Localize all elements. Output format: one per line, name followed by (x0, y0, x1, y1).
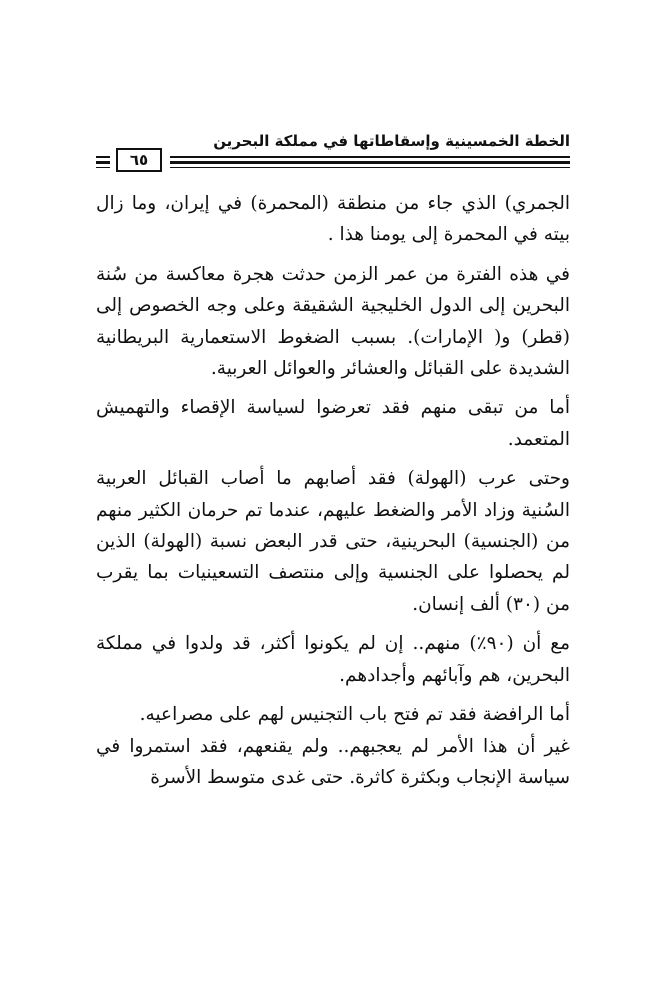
header-rule-lower (170, 162, 570, 168)
paragraph: غير أن هذا الأمر لم يعجبهم.. ولم يقنعهم، فقد استمروا في سياسة الإنجاب وبكثرة كاثرة. حتى غدى متوسط الأسرة (96, 735, 570, 788)
page-header (96, 132, 570, 176)
paragraph: وحتى عرب (الهولة) فقد أصابهم ما أصاب القبائل العربية السُنية وزاد الأمر والضغط عليهم، عندما تم حرمان الكثير منهم من (الجنسية) البحرينية، حتى قدر البعض نسبة (الهولة) الذين لم يحصلوا على الجنسية وإلى منتصف التسعينيات بما يقرب من (٣٠) ألف إنسان. (96, 468, 570, 615)
paragraph: مع أن (٩٠٪) منهم.. إن لم يكونوا أكثر، قد ولدوا في مملكة البحرين، هم وآبائهم وأجدادهم. (96, 633, 570, 686)
header-rule-left-lower (96, 162, 110, 168)
paragraph: في هذه الفترة من عمر الزمن حدثت هجرة معاكسة من سُنة البحرين إلى الدول الخليجية الشقيقة وعلى وجه الخصوص إلى (قطر) و( الإمارات). بسبب الضغوط الاستعمارية البريطانية الشديدة على القبائل والعشائر والعوائل العربية. (96, 263, 570, 380)
page-number: ٦٥ (116, 148, 162, 172)
running-header-title: الخطة الخمسينية وإسقاطاتها في مملكة البحرين (213, 132, 570, 150)
paragraph: أما من تبقى منهم فقد تعرضوا لسياسة الإقصاء والتهميش المتعمد. (96, 397, 570, 450)
paragraph: الجمري) الذي جاء من منطقة (المحمرة) في إيران، وما زال بيته في المحمرة إلى يومنا هذا . (96, 193, 570, 246)
paragraph: أما الرافضة فقد تم فتح باب التجنيس لهم على مصراعيه. (139, 704, 570, 726)
page-body (96, 188, 570, 793)
